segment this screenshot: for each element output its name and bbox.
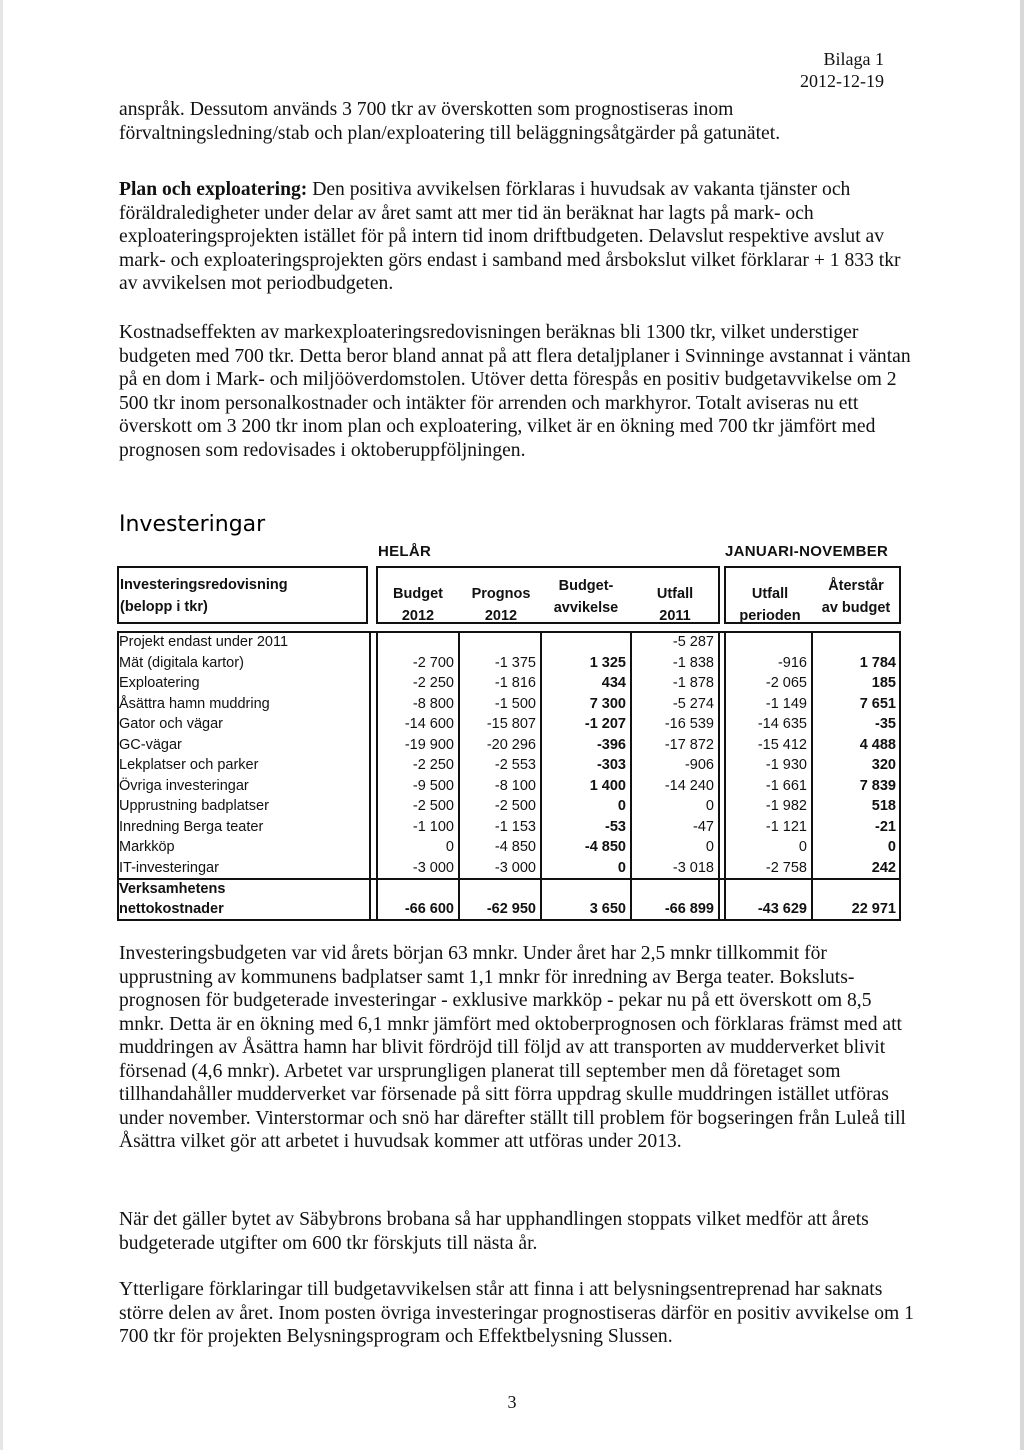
cell-utfall-2011: -16 539 bbox=[664, 716, 714, 732]
col-header-aterstar bbox=[813, 575, 899, 619]
cell-prognos: -4 850 bbox=[494, 839, 536, 855]
paragraph-1: anspråk. Dessutom används 3 700 tkr av överskotten som prognostiseras inom förvaltningsledning/stab och plan/exploatering till beläggningsåtgärder på gatunätet. bbox=[119, 99, 781, 144]
table-row-label: Projekt endast under 2011 bbox=[119, 634, 289, 650]
cell-avvikelse: 0 bbox=[617, 798, 626, 814]
cell-utfall-2011: -14 240 bbox=[664, 778, 714, 794]
col-header-prognos bbox=[460, 583, 542, 627]
cell-utfall-perioden: -15 412 bbox=[757, 737, 807, 753]
cell-avvikelse: -53 bbox=[605, 819, 626, 835]
cell-budget: -8 800 bbox=[412, 696, 454, 712]
table-row-label: Markköp bbox=[119, 839, 175, 855]
cell-budget: -19 900 bbox=[404, 737, 454, 753]
total-utfall-perioden: -43 629 bbox=[757, 901, 807, 917]
table-row-label: Övriga investeringar bbox=[119, 778, 249, 794]
paragraph-lead: Plan och exploatering: bbox=[119, 179, 308, 200]
cell-utfall-perioden: -2 065 bbox=[765, 675, 807, 691]
cell-aterstar: -35 bbox=[875, 716, 896, 732]
col-header-aterstar-l1: Återstår bbox=[828, 578, 884, 594]
col-header-avvikelse-l2: avvikelse bbox=[553, 600, 619, 616]
cell-avvikelse: 1 325 bbox=[589, 655, 626, 671]
col-header-budget-l1: Budget bbox=[393, 586, 443, 602]
cell-utfall-perioden: -1 661 bbox=[765, 778, 807, 794]
cell-aterstar: 7 651 bbox=[859, 696, 896, 712]
cell-aterstar: 0 bbox=[887, 839, 896, 855]
cell-utfall-perioden: 0 bbox=[798, 839, 807, 855]
cell-prognos: -2 500 bbox=[494, 798, 536, 814]
total-label-line1: Verksamhetens bbox=[119, 881, 226, 897]
cell-prognos: -3 000 bbox=[494, 860, 536, 876]
document-date: 2012-12-19 bbox=[800, 71, 884, 91]
total-utfall-2011: -66 899 bbox=[664, 901, 714, 917]
cell-budget: 0 bbox=[445, 839, 454, 855]
cell-aterstar: -21 bbox=[875, 819, 896, 835]
paragraph-body: Den positiva avvikelsen förklaras i huvudsak av vakanta tjänster och föräldraledigheter under delar av året samt att mer tid än beräknat har lagts på mark- och exploateringsprojekten istället för på intern tid inom driftbudgeten. Delavslut respektive avslut av mark- och exploateringsprojekten görs endast i samband med årsbokslut vilket förklarar + 1 833 tkr av avvikelsen mot periodbudgeten. bbox=[119, 179, 901, 294]
table-title-line2: (belopp i tkr) bbox=[120, 599, 208, 615]
table-row-label: Mät (digitala kartor) bbox=[119, 655, 244, 671]
cell-avvikelse: -4 850 bbox=[584, 839, 626, 855]
cell-budget: -14 600 bbox=[404, 716, 454, 732]
cell-aterstar: 185 bbox=[871, 675, 896, 691]
table-title-line1: Investeringsredovisning bbox=[120, 577, 288, 593]
cell-prognos: -15 807 bbox=[486, 716, 536, 732]
cell-prognos: -1 500 bbox=[494, 696, 536, 712]
table-row-label: Gator och vägar bbox=[119, 716, 223, 732]
cell-utfall-2011: -3 018 bbox=[672, 860, 714, 876]
cell-aterstar: 1 784 bbox=[859, 655, 896, 671]
cell-avvikelse: 1 400 bbox=[589, 778, 626, 794]
cell-avvikelse: -1 207 bbox=[584, 716, 626, 732]
cell-utfall-perioden: -1 930 bbox=[765, 757, 807, 773]
scan-edge-left bbox=[0, 0, 3, 1450]
cell-avvikelse: -396 bbox=[596, 737, 626, 753]
cell-utfall-2011: -5 274 bbox=[672, 696, 714, 712]
paragraph-belysning: Ytterligare förklaringar till budgetavvikelsen står att finna i att belysningsentreprenad har saknats större delen av året. Inom posten övriga investeringar prognostiseras därför en positiv avvikelse om 1 700 tkr för projekten Belysningsprogram och Effektbelysning Slussen. bbox=[119, 1279, 914, 1347]
table-row-label: Exploatering bbox=[119, 675, 200, 691]
cell-aterstar: 4 488 bbox=[859, 737, 896, 753]
cell-utfall-2011: 0 bbox=[705, 839, 714, 855]
cell-avvikelse: 7 300 bbox=[589, 696, 626, 712]
total-label-line2: nettokostnader bbox=[119, 901, 224, 917]
group-label-helar: HELÅR bbox=[378, 543, 432, 560]
col-header-utfall-2011 bbox=[632, 583, 718, 627]
attachment-label: Bilaga 1 bbox=[823, 49, 884, 69]
cell-prognos: -20 296 bbox=[486, 737, 536, 753]
cell-prognos: -1 375 bbox=[494, 655, 536, 671]
cell-aterstar: 518 bbox=[871, 798, 896, 814]
table-row-label: Lekplatser och parker bbox=[119, 757, 259, 773]
table-row-label: GC-vägar bbox=[119, 737, 182, 753]
cell-avvikelse: 0 bbox=[617, 860, 626, 876]
paragraph-3: Kostnadseffekten av markexploateringsredovisningen beräknas bli 1300 tkr, vilket understiger budgeten med 700 tkr. Detta beror bland annat på att flera detaljplaner i Svinninge avstannat i väntan på en dom i Mark- och miljööverdomstolen. Utöver detta förespås en positiv budgetavvikelse om 2 500 tkr inom personalkostnader och intäkter för arrenden och markhyror. Totalt aviseras nu ett överskott om 3 200 tkr inom plan och exploatering, vilket är en ökning med 700 tkr jämfört med prognosen som redovisades i oktoberuppföljningen. bbox=[119, 322, 911, 461]
cell-avvikelse: 434 bbox=[601, 675, 626, 691]
col-header-prognos-l1: Prognos bbox=[471, 586, 531, 602]
table-row-label: IT-investeringar bbox=[119, 860, 219, 876]
cell-utfall-2011: -1 878 bbox=[672, 675, 714, 691]
col-header-avvikelse bbox=[542, 575, 630, 619]
cell-prognos: -8 100 bbox=[494, 778, 536, 794]
col-header-budget-l2: 2012 bbox=[401, 608, 435, 624]
total-prognos: -62 950 bbox=[486, 901, 536, 917]
cell-avvikelse: -303 bbox=[596, 757, 626, 773]
cell-utfall-2011: -1 838 bbox=[672, 655, 714, 671]
total-budget: -66 600 bbox=[404, 901, 454, 917]
cell-utfall-2011: -17 872 bbox=[664, 737, 714, 753]
cell-utfall-2011: -47 bbox=[693, 819, 714, 835]
cell-aterstar: 320 bbox=[871, 757, 896, 773]
cell-budget: -9 500 bbox=[412, 778, 454, 794]
cell-utfall-perioden: -2 758 bbox=[765, 860, 807, 876]
col-header-utfall-perioden bbox=[727, 583, 813, 627]
cell-utfall-2011: -5 287 bbox=[672, 634, 714, 650]
cell-utfall-perioden: -1 982 bbox=[765, 798, 807, 814]
col-header-utfall-2011-l1: Utfall bbox=[656, 586, 694, 602]
cell-budget: -3 000 bbox=[412, 860, 454, 876]
cell-prognos: -1 153 bbox=[494, 819, 536, 835]
cell-aterstar: 242 bbox=[871, 860, 896, 876]
paragraph-investment-budget: Investeringsbudgeten var vid årets början 63 mnkr. Under året har 2,5 mnkr tillkommit för upprustning av kommunens badplatser samt 1,1 mnkr för inredning av Berga teater. Boksluts-prognosen för budgeterade investeringar - exklusive markköp - pekar nu på ett överskott om 8,5 mnkr. Detta är en ökning med 6,1 mnkr jämfört med oktoberprognosen och förklaras främst med att muddringen av Åsättra hamn har blivit fördröjd till följd av att transporten av mudderverket blivit försenad (4,6 mnkr). Arbetet var ursprungligen planerat till september men då företaget som tillhandahåller mudderverket var försenade på sitt förra uppdrag skulle muddringen istället utföras under november. Vinterstormar och snö har därefter ställt till problem för bogseringen från Luleå till Åsättra vilket gör att arbetet i huvudsak kommer att utföras under 2013. bbox=[119, 943, 906, 1152]
scan-edge-right bbox=[1020, 0, 1024, 1450]
cell-aterstar: 7 839 bbox=[859, 778, 896, 794]
table-row-label: Åsättra hamn muddring bbox=[119, 696, 270, 712]
cell-utfall-perioden: -14 635 bbox=[757, 716, 807, 732]
col-header-avvikelse-l1: Budget- bbox=[558, 578, 614, 594]
col-header-utfall-perioden-l2: perioden bbox=[739, 608, 801, 624]
table-row-label: Inredning Berga teater bbox=[119, 819, 264, 835]
page-header bbox=[800, 48, 884, 92]
cell-utfall-perioden: -916 bbox=[777, 655, 807, 671]
col-header-aterstar-l2: av budget bbox=[821, 600, 891, 616]
cell-utfall-perioden: -1 121 bbox=[765, 819, 807, 835]
col-header-utfall-2011-l2: 2011 bbox=[659, 608, 691, 624]
cell-budget: -1 100 bbox=[412, 819, 454, 835]
section-heading: Investeringar bbox=[119, 512, 266, 537]
col-header-prognos-l2: 2012 bbox=[484, 608, 518, 624]
table-row-label: Upprustning badplatser bbox=[119, 798, 269, 814]
cell-budget: -2 700 bbox=[412, 655, 454, 671]
cell-utfall-perioden: -1 149 bbox=[765, 696, 807, 712]
group-label-jan-nov: JANUARI-NOVEMBER bbox=[725, 543, 889, 560]
cell-budget: -2 250 bbox=[412, 675, 454, 691]
paragraph-sabybron: När det gäller bytet av Säbybrons brobana så har upphandlingen stoppats vilket medför att årets budgeterade utgifter om 600 tkr förskjuts till nästa år. bbox=[119, 1209, 869, 1254]
cell-budget: -2 250 bbox=[412, 757, 454, 773]
total-aterstar: 22 971 bbox=[851, 901, 896, 917]
cell-utfall-2011: -906 bbox=[684, 757, 714, 773]
cell-budget: -2 500 bbox=[412, 798, 454, 814]
col-header-budget bbox=[378, 583, 458, 627]
paragraph-plan-exploatering bbox=[119, 178, 919, 296]
cell-prognos: -2 553 bbox=[494, 757, 536, 773]
col-header-utfall-perioden-l1: Utfall bbox=[751, 586, 789, 602]
cell-prognos: -1 816 bbox=[494, 675, 536, 691]
cell-utfall-2011: 0 bbox=[705, 798, 714, 814]
table-title bbox=[120, 574, 365, 618]
page-number: 3 bbox=[507, 1392, 517, 1412]
total-avvikelse: 3 650 bbox=[589, 901, 626, 917]
